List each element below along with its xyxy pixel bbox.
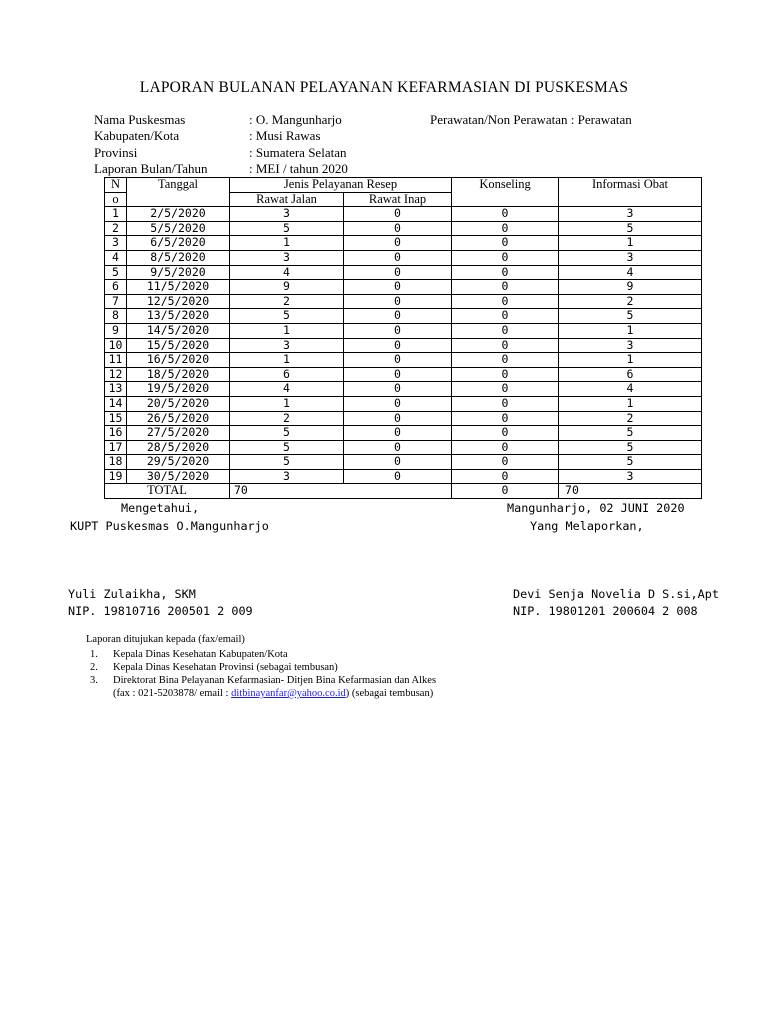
cell-rawat-jalan: 5 xyxy=(230,426,344,441)
cell-no: 3 xyxy=(105,236,127,251)
cell-informasi-obat: 1 xyxy=(559,353,702,368)
footer-intro: Laporan ditujukan kepada (fax/email) xyxy=(86,634,245,645)
cell-no: 7 xyxy=(105,294,127,309)
cell-tanggal: 27/5/2020 xyxy=(127,426,230,441)
cell-rawat-jalan: 4 xyxy=(230,382,344,397)
perawatan-status: Perawatan/Non Perawatan : Perawatan xyxy=(430,112,632,127)
cell-rawat-jalan: 1 xyxy=(230,353,344,368)
table-row xyxy=(105,411,702,426)
footer-item-2-text: Kepala Dinas Kesehatan Provinsi (sebagai tembusan) xyxy=(113,662,338,673)
cell-konseling: 0 xyxy=(452,265,559,280)
cell-konseling: 0 xyxy=(452,469,559,484)
cell-rawat-jalan: 3 xyxy=(230,207,344,222)
cell-rawat-jalan: 2 xyxy=(230,411,344,426)
provinsi-label: Provinsi xyxy=(94,145,138,160)
cell-no: 19 xyxy=(105,469,127,484)
report-table xyxy=(104,177,702,499)
table-row xyxy=(105,367,702,382)
total-rawat: 70 xyxy=(230,484,452,499)
cell-tanggal: 16/5/2020 xyxy=(127,353,230,368)
footer-fax-line xyxy=(113,688,433,699)
cell-informasi-obat: 1 xyxy=(559,236,702,251)
table-row xyxy=(105,469,702,484)
cell-tanggal: 12/5/2020 xyxy=(127,294,230,309)
cell-informasi-obat: 9 xyxy=(559,280,702,295)
kabupaten-label: Kabupaten/Kota xyxy=(94,128,180,143)
cell-rawat-jalan: 1 xyxy=(230,396,344,411)
footer-item-3-num: 3. xyxy=(90,675,98,686)
cell-informasi-obat: 2 xyxy=(559,411,702,426)
cell-tanggal: 11/5/2020 xyxy=(127,280,230,295)
cell-no: 10 xyxy=(105,338,127,353)
table-row xyxy=(105,280,702,295)
table-row xyxy=(105,338,702,353)
footer-item-2-num: 2. xyxy=(90,662,98,673)
cell-informasi-obat: 5 xyxy=(559,221,702,236)
table-body xyxy=(105,207,702,484)
right-signer-name: Devi Senja Novelia D S.si,Apt xyxy=(513,587,719,601)
cell-konseling: 0 xyxy=(452,294,559,309)
cell-no: 18 xyxy=(105,455,127,470)
cell-konseling: 0 xyxy=(452,323,559,338)
cell-no: 15 xyxy=(105,411,127,426)
cell-no: 11 xyxy=(105,353,127,368)
header-rawat-jalan: Rawat Jalan xyxy=(230,192,344,207)
cell-tanggal: 5/5/2020 xyxy=(127,221,230,236)
cell-informasi-obat: 3 xyxy=(559,250,702,265)
laporan-value: : MEI / tahun 2020 xyxy=(249,161,348,176)
cell-no: 8 xyxy=(105,309,127,324)
footer-email-link[interactable]: ditbinayanfar@yahoo.co.id xyxy=(231,688,346,699)
cell-rawat-inap: 0 xyxy=(344,236,452,251)
cell-rawat-inap: 0 xyxy=(344,382,452,397)
cell-konseling: 0 xyxy=(452,353,559,368)
cell-tanggal: 18/5/2020 xyxy=(127,367,230,382)
cell-konseling: 0 xyxy=(452,382,559,397)
left-signer-nip: NIP. 19810716 200501 2 009 xyxy=(68,604,253,618)
table-row xyxy=(105,455,702,470)
cell-rawat-jalan: 6 xyxy=(230,367,344,382)
cell-no: 16 xyxy=(105,426,127,441)
cell-konseling: 0 xyxy=(452,280,559,295)
cell-rawat-inap: 0 xyxy=(344,440,452,455)
cell-informasi-obat: 3 xyxy=(559,469,702,484)
cell-rawat-inap: 0 xyxy=(344,309,452,324)
cell-informasi-obat: 4 xyxy=(559,265,702,280)
cell-rawat-jalan: 3 xyxy=(230,469,344,484)
cell-no: 14 xyxy=(105,396,127,411)
provinsi-value: : Sumatera Selatan xyxy=(249,145,347,160)
table-row xyxy=(105,323,702,338)
table-row xyxy=(105,353,702,368)
table-row xyxy=(105,440,702,455)
cell-konseling: 0 xyxy=(452,455,559,470)
cell-konseling: 0 xyxy=(452,236,559,251)
total-row xyxy=(105,484,702,499)
cell-informasi-obat: 4 xyxy=(559,382,702,397)
cell-informasi-obat: 5 xyxy=(559,309,702,324)
cell-no: 17 xyxy=(105,440,127,455)
header-jenis-pelayanan: Jenis Pelayanan Resep xyxy=(230,178,452,193)
cell-tanggal: 13/5/2020 xyxy=(127,309,230,324)
cell-informasi-obat: 3 xyxy=(559,207,702,222)
cell-no: 5 xyxy=(105,265,127,280)
cell-rawat-jalan: 3 xyxy=(230,338,344,353)
right-signer-nip: NIP. 19801201 200604 2 008 xyxy=(513,604,698,618)
cell-tanggal: 28/5/2020 xyxy=(127,440,230,455)
cell-konseling: 0 xyxy=(452,411,559,426)
cell-informasi-obat: 5 xyxy=(559,440,702,455)
cell-tanggal: 30/5/2020 xyxy=(127,469,230,484)
left-signer-name: Yuli Zulaikha, SKM xyxy=(68,587,196,601)
table-row xyxy=(105,236,702,251)
cell-rawat-inap: 0 xyxy=(344,250,452,265)
cell-rawat-inap: 0 xyxy=(344,396,452,411)
cell-rawat-jalan: 4 xyxy=(230,265,344,280)
header-informasi-obat: Informasi Obat xyxy=(559,178,702,207)
cell-no: 2 xyxy=(105,221,127,236)
cell-rawat-inap: 0 xyxy=(344,411,452,426)
cell-rawat-inap: 0 xyxy=(344,221,452,236)
cell-rawat-jalan: 5 xyxy=(230,221,344,236)
cell-rawat-inap: 0 xyxy=(344,353,452,368)
cell-rawat-jalan: 5 xyxy=(230,455,344,470)
cell-tanggal: 19/5/2020 xyxy=(127,382,230,397)
total-konseling: 0 xyxy=(452,484,559,499)
table-row xyxy=(105,294,702,309)
cell-informasi-obat: 6 xyxy=(559,367,702,382)
cell-informasi-obat: 3 xyxy=(559,338,702,353)
table-row xyxy=(105,221,702,236)
cell-konseling: 0 xyxy=(452,221,559,236)
cell-rawat-jalan: 9 xyxy=(230,280,344,295)
cell-rawat-inap: 0 xyxy=(344,280,452,295)
cell-rawat-inap: 0 xyxy=(344,338,452,353)
kupt-title: KUPT Puskesmas O.Mangunharjo xyxy=(70,519,269,533)
cell-konseling: 0 xyxy=(452,309,559,324)
header-no-2: o xyxy=(105,192,127,207)
cell-tanggal: 29/5/2020 xyxy=(127,455,230,470)
cell-tanggal: 26/5/2020 xyxy=(127,411,230,426)
cell-konseling: 0 xyxy=(452,396,559,411)
cell-no: 12 xyxy=(105,367,127,382)
footer-item-3-text: Direktorat Bina Pelayanan Kefarmasian- Ditjen Bina Kefarmasian dan Alkes xyxy=(113,675,437,686)
cell-no: 9 xyxy=(105,323,127,338)
cell-rawat-inap: 0 xyxy=(344,367,452,382)
header-no-1: N xyxy=(105,178,127,193)
cell-tanggal: 14/5/2020 xyxy=(127,323,230,338)
total-label: TOTAL xyxy=(105,484,230,499)
table-row xyxy=(105,309,702,324)
total-informasi: 70 xyxy=(559,484,702,499)
cell-rawat-jalan: 5 xyxy=(230,309,344,324)
table-row xyxy=(105,396,702,411)
cell-no: 6 xyxy=(105,280,127,295)
place-date-text: Mangunharjo, 02 JUNI 2020 xyxy=(507,501,685,515)
table-row xyxy=(105,250,702,265)
cell-tanggal: 20/5/2020 xyxy=(127,396,230,411)
cell-informasi-obat: 1 xyxy=(559,323,702,338)
cell-tanggal: 9/5/2020 xyxy=(127,265,230,280)
cell-konseling: 0 xyxy=(452,367,559,382)
cell-rawat-jalan: 5 xyxy=(230,440,344,455)
cell-tanggal: 6/5/2020 xyxy=(127,236,230,251)
cell-no: 4 xyxy=(105,250,127,265)
cell-konseling: 0 xyxy=(452,440,559,455)
cell-konseling: 0 xyxy=(452,338,559,353)
header-rawat-inap: Rawat Inap xyxy=(344,192,452,207)
table-row xyxy=(105,426,702,441)
table-row xyxy=(105,265,702,280)
cell-konseling: 0 xyxy=(452,250,559,265)
nama-puskesmas-label: Nama Puskesmas xyxy=(94,112,186,127)
cell-tanggal: 8/5/2020 xyxy=(127,250,230,265)
cell-konseling: 0 xyxy=(452,207,559,222)
cell-rawat-inap: 0 xyxy=(344,207,452,222)
kabupaten-value: : Musi Rawas xyxy=(249,128,321,143)
laporan-label: Laporan Bulan/Tahun xyxy=(94,161,208,176)
cell-rawat-inap: 0 xyxy=(344,469,452,484)
cell-tanggal: 15/5/2020 xyxy=(127,338,230,353)
header-konseling: Konseling xyxy=(452,178,559,207)
footer-item-1-num: 1. xyxy=(90,649,98,660)
cell-rawat-inap: 0 xyxy=(344,426,452,441)
table-row xyxy=(105,207,702,222)
cell-rawat-inap: 0 xyxy=(344,455,452,470)
cell-konseling: 0 xyxy=(452,426,559,441)
cell-rawat-inap: 0 xyxy=(344,294,452,309)
footer-fax-prefix: (fax : 021-5203878/ email : xyxy=(113,688,232,699)
cell-no: 13 xyxy=(105,382,127,397)
cell-tanggal: 2/5/2020 xyxy=(127,207,230,222)
cell-no: 1 xyxy=(105,207,127,222)
cell-rawat-jalan: 1 xyxy=(230,323,344,338)
footer-fax-suffix: ) (sebagai tembusan) xyxy=(345,688,434,699)
nama-puskesmas-value: : O. Mangunharjo xyxy=(249,112,342,127)
cell-rawat-jalan: 1 xyxy=(230,236,344,251)
cell-rawat-inap: 0 xyxy=(344,265,452,280)
footer-item-1-text: Kepala Dinas Kesehatan Kabupaten/Kota xyxy=(113,649,288,660)
melaporkan-text: Yang Melaporkan, xyxy=(530,519,644,533)
cell-rawat-inap: 0 xyxy=(344,323,452,338)
cell-informasi-obat: 5 xyxy=(559,426,702,441)
cell-informasi-obat: 1 xyxy=(559,396,702,411)
header-tanggal: Tanggal xyxy=(127,178,230,207)
cell-informasi-obat: 2 xyxy=(559,294,702,309)
cell-rawat-jalan: 2 xyxy=(230,294,344,309)
mengetahui-text: Mengetahui, xyxy=(121,501,200,515)
cell-informasi-obat: 5 xyxy=(559,455,702,470)
cell-rawat-jalan: 3 xyxy=(230,250,344,265)
table-row xyxy=(105,382,702,397)
page-title: LAPORAN BULANAN PELAYANAN KEFARMASIAN DI PUSKESMAS xyxy=(139,79,629,96)
